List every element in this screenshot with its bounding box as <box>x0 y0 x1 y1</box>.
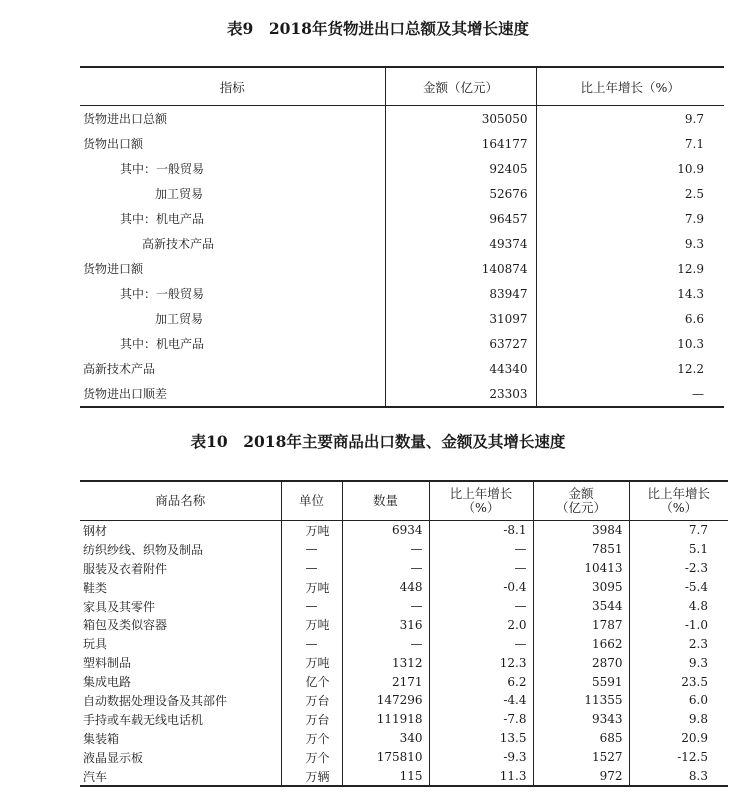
amount-cell: 685 <box>533 729 629 748</box>
table-row <box>80 767 728 787</box>
unit-cell: 万台 <box>281 710 342 729</box>
table-row <box>80 206 724 231</box>
growth-cell: 7.1 <box>536 131 724 156</box>
table-row <box>80 281 724 306</box>
column-header-growth: 比上年增长（%） <box>536 67 724 106</box>
indicator-cell: 其中：机电产品 <box>120 212 205 226</box>
quantity-cell: — <box>342 597 429 616</box>
unit-cell: 万个 <box>281 748 342 767</box>
amount-cell: 5591 <box>533 672 629 691</box>
growth-cell: 7.9 <box>536 206 724 231</box>
trade-total-table <box>80 66 724 408</box>
growth-cell: — <box>536 381 724 407</box>
table-row <box>80 691 728 710</box>
unit-cell: — <box>281 540 342 559</box>
table-row <box>80 615 728 634</box>
quantity-growth-cell: -4.4 <box>429 691 533 710</box>
amount-cell: 1527 <box>533 748 629 767</box>
table-row <box>80 131 724 156</box>
indicator-cell: 高新技术产品 <box>142 237 215 251</box>
table-row <box>80 331 724 356</box>
quantity-growth-cell: 6.2 <box>429 672 533 691</box>
amount-cell: 2870 <box>533 653 629 672</box>
amount-growth-cell: 4.8 <box>629 597 728 616</box>
growth-cell: 9.7 <box>536 106 724 132</box>
amount-cell: 52676 <box>385 181 536 206</box>
header-line: （%） <box>462 500 500 515</box>
indicator-cell: 加工贸易 <box>155 312 204 326</box>
commodity-name-cell: 集装箱 <box>83 731 120 746</box>
amount-cell: 44340 <box>385 356 536 381</box>
commodity-name-cell: 纺织纱线、织物及制品 <box>83 542 204 557</box>
quantity-cell: 448 <box>342 578 429 597</box>
column-header-amount <box>533 481 629 521</box>
table-row <box>80 597 728 616</box>
commodity-name-cell: 家具及其零件 <box>83 599 156 614</box>
amount-cell: 140874 <box>385 256 536 281</box>
quantity-growth-cell: — <box>429 540 533 559</box>
commodity-name-cell: 服装及衣着附件 <box>83 561 168 576</box>
amount-cell: 3095 <box>533 578 629 597</box>
quantity-growth-cell: — <box>429 597 533 616</box>
amount-cell: 9343 <box>533 710 629 729</box>
indicator-cell: 高新技术产品 <box>83 362 156 376</box>
commodity-name-cell: 液晶显示板 <box>83 750 144 765</box>
quantity-growth-cell: -9.3 <box>429 748 533 767</box>
indicator-cell: 其中：机电产品 <box>120 337 205 351</box>
unit-cell: — <box>281 559 342 578</box>
quantity-growth-cell: 12.3 <box>429 653 533 672</box>
column-header-indicator: 指标 <box>80 67 385 106</box>
growth-cell: 10.3 <box>536 331 724 356</box>
quantity-cell: 175810 <box>342 748 429 767</box>
quantity-cell: 1312 <box>342 653 429 672</box>
amount-cell: 1662 <box>533 634 629 653</box>
unit-cell: 亿个 <box>281 672 342 691</box>
table-row <box>80 540 728 559</box>
amount-cell: 7851 <box>533 540 629 559</box>
quantity-growth-cell: -7.8 <box>429 710 533 729</box>
table10-title: 表10 2018年主要商品出口数量、金额及其增长速度 <box>190 432 566 451</box>
indicator-cell: 其中：一般贸易 <box>120 162 205 176</box>
amount-growth-cell: 20.9 <box>629 729 728 748</box>
amount-cell: 96457 <box>385 206 536 231</box>
amount-cell: 23303 <box>385 381 536 407</box>
quantity-growth-cell: 13.5 <box>429 729 533 748</box>
table-row <box>80 710 728 729</box>
commodity-export-table <box>80 480 728 787</box>
growth-cell: 6.6 <box>536 306 724 331</box>
amount-cell: 1787 <box>533 615 629 634</box>
amount-cell: 92405 <box>385 156 536 181</box>
commodity-name-cell: 钢材 <box>83 523 108 538</box>
amount-cell: 3984 <box>533 521 629 540</box>
quantity-cell: 6934 <box>342 521 429 540</box>
growth-cell: 12.2 <box>536 356 724 381</box>
column-header-quantity: 数量 <box>342 481 429 521</box>
table-row <box>80 231 724 256</box>
growth-cell: 14.3 <box>536 281 724 306</box>
amount-growth-cell: 7.7 <box>629 521 728 540</box>
commodity-name-cell: 箱包及类似容器 <box>83 618 168 633</box>
indicator-cell: 货物进出口总额 <box>83 112 168 126</box>
commodity-name-cell: 塑料制品 <box>83 656 132 671</box>
indicator-cell: 加工贸易 <box>155 187 204 201</box>
quantity-growth-cell: -0.4 <box>429 578 533 597</box>
header-line: （亿元） <box>555 500 606 515</box>
growth-cell: 2.5 <box>536 181 724 206</box>
table-row <box>80 559 728 578</box>
amount-growth-cell: -1.0 <box>629 615 728 634</box>
quantity-cell: 111918 <box>342 710 429 729</box>
table-row <box>80 181 724 206</box>
amount-growth-cell: 8.3 <box>629 767 728 787</box>
table-row <box>80 729 728 748</box>
amount-cell: 10413 <box>533 559 629 578</box>
amount-growth-cell: 9.3 <box>629 653 728 672</box>
table-row <box>80 381 724 407</box>
indicator-cell: 货物进出口顺差 <box>83 387 168 401</box>
table-row <box>80 672 728 691</box>
table-header-row <box>80 67 724 106</box>
table-row <box>80 156 724 181</box>
quantity-growth-cell: -8.1 <box>429 521 533 540</box>
table-row <box>80 521 728 540</box>
column-header-unit: 单位 <box>281 481 342 521</box>
unit-cell: 万个 <box>281 729 342 748</box>
amount-cell: 164177 <box>385 131 536 156</box>
commodity-name-cell: 玩具 <box>83 637 108 652</box>
unit-cell: 万台 <box>281 691 342 710</box>
amount-cell: 972 <box>533 767 629 787</box>
amount-growth-cell: 9.8 <box>629 710 728 729</box>
quantity-cell: 147296 <box>342 691 429 710</box>
quantity-cell: — <box>342 559 429 578</box>
amount-growth-cell: 2.3 <box>629 634 728 653</box>
table9-title: 表9 2018年货物进出口总额及其增长速度 <box>227 19 529 38</box>
quantity-cell: 316 <box>342 615 429 634</box>
unit-cell: — <box>281 597 342 616</box>
column-header-name: 商品名称 <box>80 481 281 521</box>
unit-cell: 万吨 <box>281 521 342 540</box>
amount-cell: 305050 <box>385 106 536 132</box>
amount-growth-cell: 5.1 <box>629 540 728 559</box>
commodity-name-cell: 自动数据处理设备及其部件 <box>83 693 228 708</box>
quantity-cell: 115 <box>342 767 429 787</box>
table-row <box>80 306 724 331</box>
unit-cell: 万辆 <box>281 767 342 787</box>
quantity-cell: 340 <box>342 729 429 748</box>
table-row <box>80 634 728 653</box>
table-row <box>80 748 728 767</box>
quantity-cell: 2171 <box>342 672 429 691</box>
growth-cell: 12.9 <box>536 256 724 281</box>
table-row <box>80 653 728 672</box>
amount-cell: 83947 <box>385 281 536 306</box>
table-row <box>80 106 724 132</box>
column-header-amount: 金额（亿元） <box>385 67 536 106</box>
commodity-name-cell: 手持或车载无线电话机 <box>83 712 204 727</box>
amount-growth-cell: -12.5 <box>629 748 728 767</box>
column-header-amt-growth <box>629 481 728 521</box>
growth-cell: 9.3 <box>536 231 724 256</box>
unit-cell: — <box>281 634 342 653</box>
commodity-name-cell: 汽车 <box>83 769 108 784</box>
header-line: 金额 <box>568 486 594 501</box>
amount-growth-cell: 6.0 <box>629 691 728 710</box>
indicator-cell: 货物出口额 <box>83 137 144 151</box>
table-row <box>80 578 728 597</box>
quantity-growth-cell: 11.3 <box>429 767 533 787</box>
quantity-growth-cell: 2.0 <box>429 615 533 634</box>
growth-cell: 10.9 <box>536 156 724 181</box>
quantity-cell: — <box>342 540 429 559</box>
unit-cell: 万吨 <box>281 653 342 672</box>
amount-cell: 63727 <box>385 331 536 356</box>
indicator-cell: 货物进口额 <box>83 262 144 276</box>
unit-cell: 万吨 <box>281 578 342 597</box>
table-header-row <box>80 481 728 521</box>
commodity-name-cell: 集成电路 <box>83 675 132 690</box>
table-row <box>80 356 724 381</box>
header-line: 比上年增长 <box>449 486 513 501</box>
amount-cell: 11355 <box>533 691 629 710</box>
amount-growth-cell: -5.4 <box>629 578 728 597</box>
quantity-growth-cell: — <box>429 634 533 653</box>
amount-cell: 31097 <box>385 306 536 331</box>
unit-cell: 万吨 <box>281 615 342 634</box>
quantity-growth-cell: — <box>429 559 533 578</box>
amount-cell: 49374 <box>385 231 536 256</box>
quantity-cell: — <box>342 634 429 653</box>
table-row <box>80 256 724 281</box>
header-line: （%） <box>660 500 698 515</box>
header-line: 比上年增长 <box>647 486 710 501</box>
amount-growth-cell: -2.3 <box>629 559 728 578</box>
amount-cell: 3544 <box>533 597 629 616</box>
indicator-cell: 其中：一般贸易 <box>120 287 205 301</box>
column-header-qty-growth <box>429 481 533 521</box>
commodity-name-cell: 鞋类 <box>83 580 108 595</box>
amount-growth-cell: 23.5 <box>629 672 728 691</box>
